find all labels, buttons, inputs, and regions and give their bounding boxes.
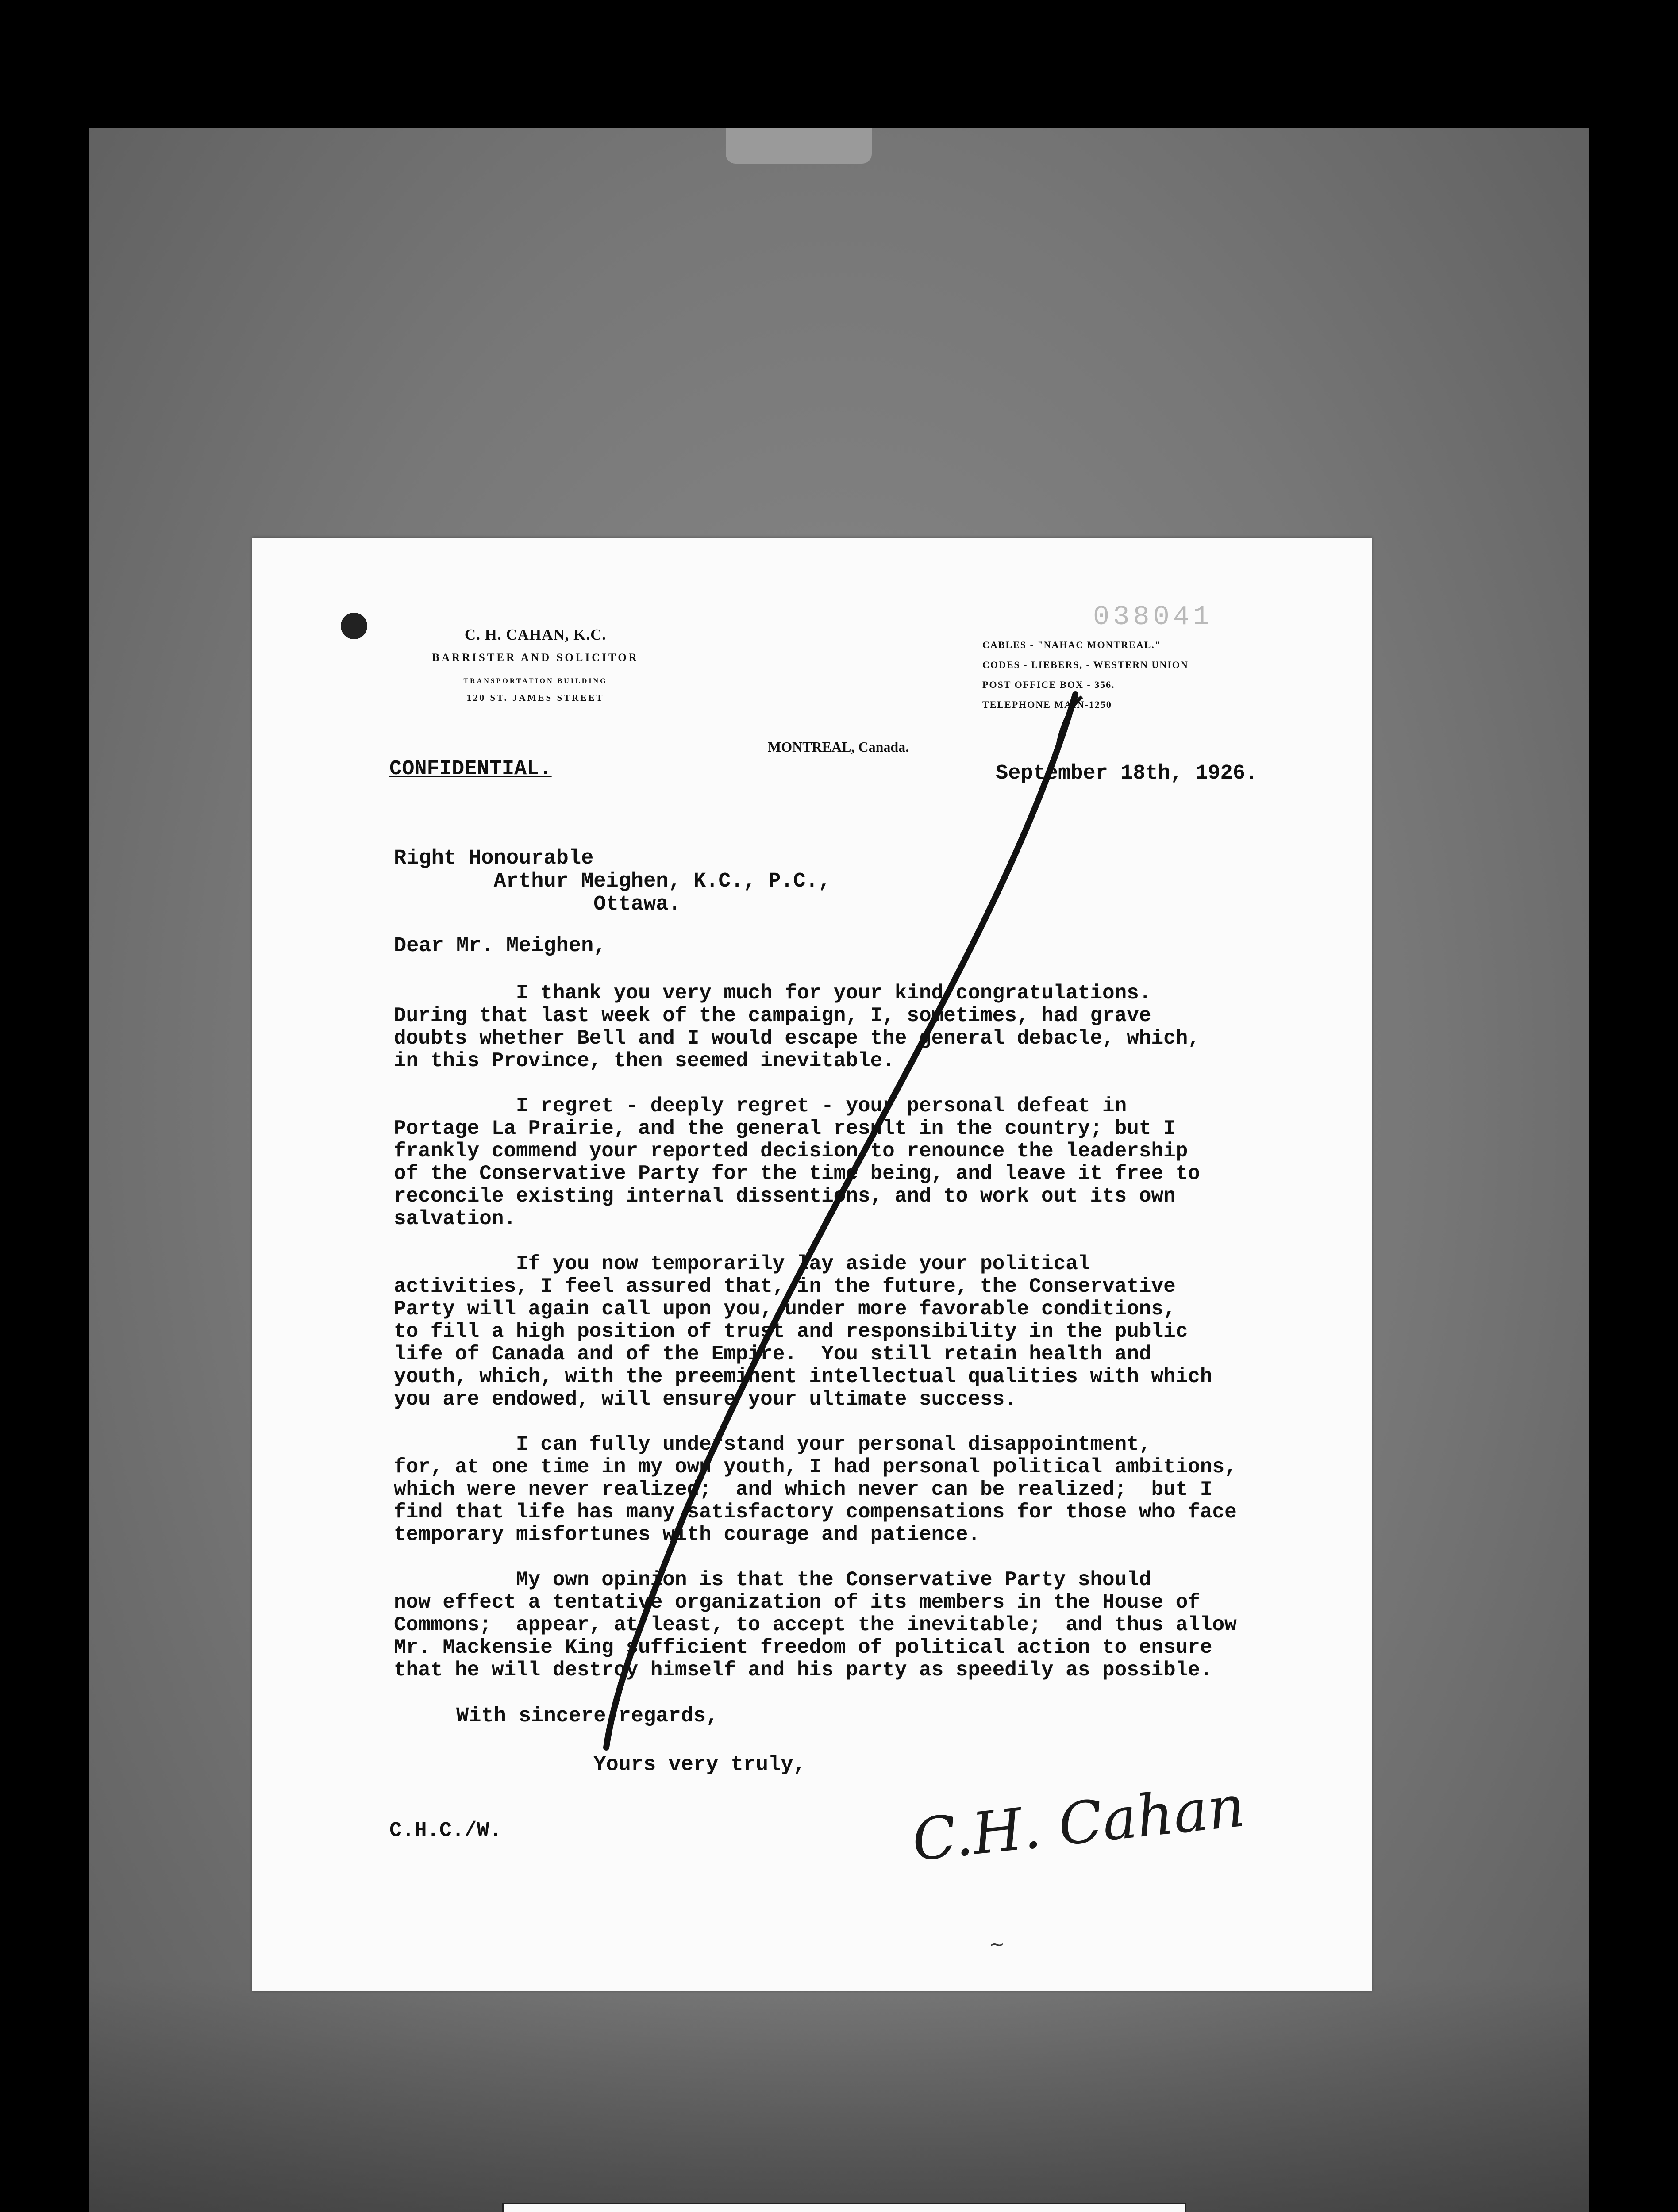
letterhead-name: C. H. CAHAN, K.C. — [464, 626, 607, 643]
letter-page — [252, 538, 1372, 1991]
letterhead-address: 120 ST. JAMES STREET — [466, 692, 604, 703]
confidential-heading: CONFIDENTIAL. — [389, 757, 552, 781]
letterhead-right — [982, 635, 1359, 714]
typist-initials: C.H.C./W. — [389, 1819, 502, 1843]
page-mark: ~ — [989, 1933, 1005, 1955]
letterhead-left — [394, 626, 677, 703]
letterhead-building: TRANSPORTATION BUILDING — [463, 677, 608, 685]
salutation: Dear Mr. Meighen, — [394, 934, 606, 958]
mount-shadow — [89, 1978, 1589, 2212]
letterhead-cables: CABLES - "NAHAC MONTREAL." — [982, 639, 1162, 650]
archive-stamp-number: 038041 — [1093, 601, 1213, 633]
handwritten-signature: C.H. Cahan — [909, 1772, 1248, 1874]
letter-body: I thank you very much for your kind congratulations. During that last week of the campaign, I, sometimes, had grave doubts whether Bell and I would escape the general debacle, which, in this Province, then seemed inevitable. I regret - deeply regret - your personal defeat in Portage La Prairie, and the general result in the country; but I frankly commend your reported decision to renounce the leadership of the Conservative Party for the time being, and leave it free to reconcile existing internal dissentions, and to work out its own salvation. If you now temporarily lay aside your political activities, I feel assured that, in the future, the Conservative Party will again call upon you, under more favorable conditions, to fill a high position of trust and responsibility in the public life of Canada and of the Empire. You still retain health and youth, which, with the preeminent intellectual qualities with which you are endowed, will ensure your ultimate success. I can fully understand your personal disappointment, for, at one time in my own youth, I had personal political ambitions, which were never realized; and which never can be realized; but I find that life has many satisfactory compensations for those who face temporary misfortunes with courage and patience. My own opinion is that the Conservative Party should now effect a tentative organization of its members in the House of Commons; appear, at least, to accept the inevitable; and thus allow Mr. Mackensie King sufficient freedom of political action to ensure that he will destroy himself and his party as speedily as possible. — [394, 982, 1237, 1682]
letterhead-codes: CODES - LIEBERS, - WESTERN UNION — [982, 659, 1189, 670]
letterhead-telephone: TELEPHONE MAIN-1250 — [982, 699, 1112, 710]
mount-clip — [726, 128, 872, 164]
addressee-block: Right Honourable Arthur Meighen, K.C., P.C., Ottawa. — [394, 847, 831, 916]
letterhead-city: MONTREAL, Canada. — [768, 739, 909, 755]
letter-date: September 18th, 1926. — [996, 762, 1258, 785]
punch-hole — [341, 613, 367, 639]
letterhead-profession: BARRISTER AND SOLICITOR — [432, 652, 639, 664]
letterhead-po-box: POST OFFICE BOX - 356. — [982, 679, 1115, 690]
closing-regards: With sincere regards, — [394, 1705, 719, 1728]
closing-yours: Yours very truly, — [394, 1753, 806, 1777]
series-label — [502, 2203, 1186, 2212]
closing-block — [394, 1692, 806, 1790]
